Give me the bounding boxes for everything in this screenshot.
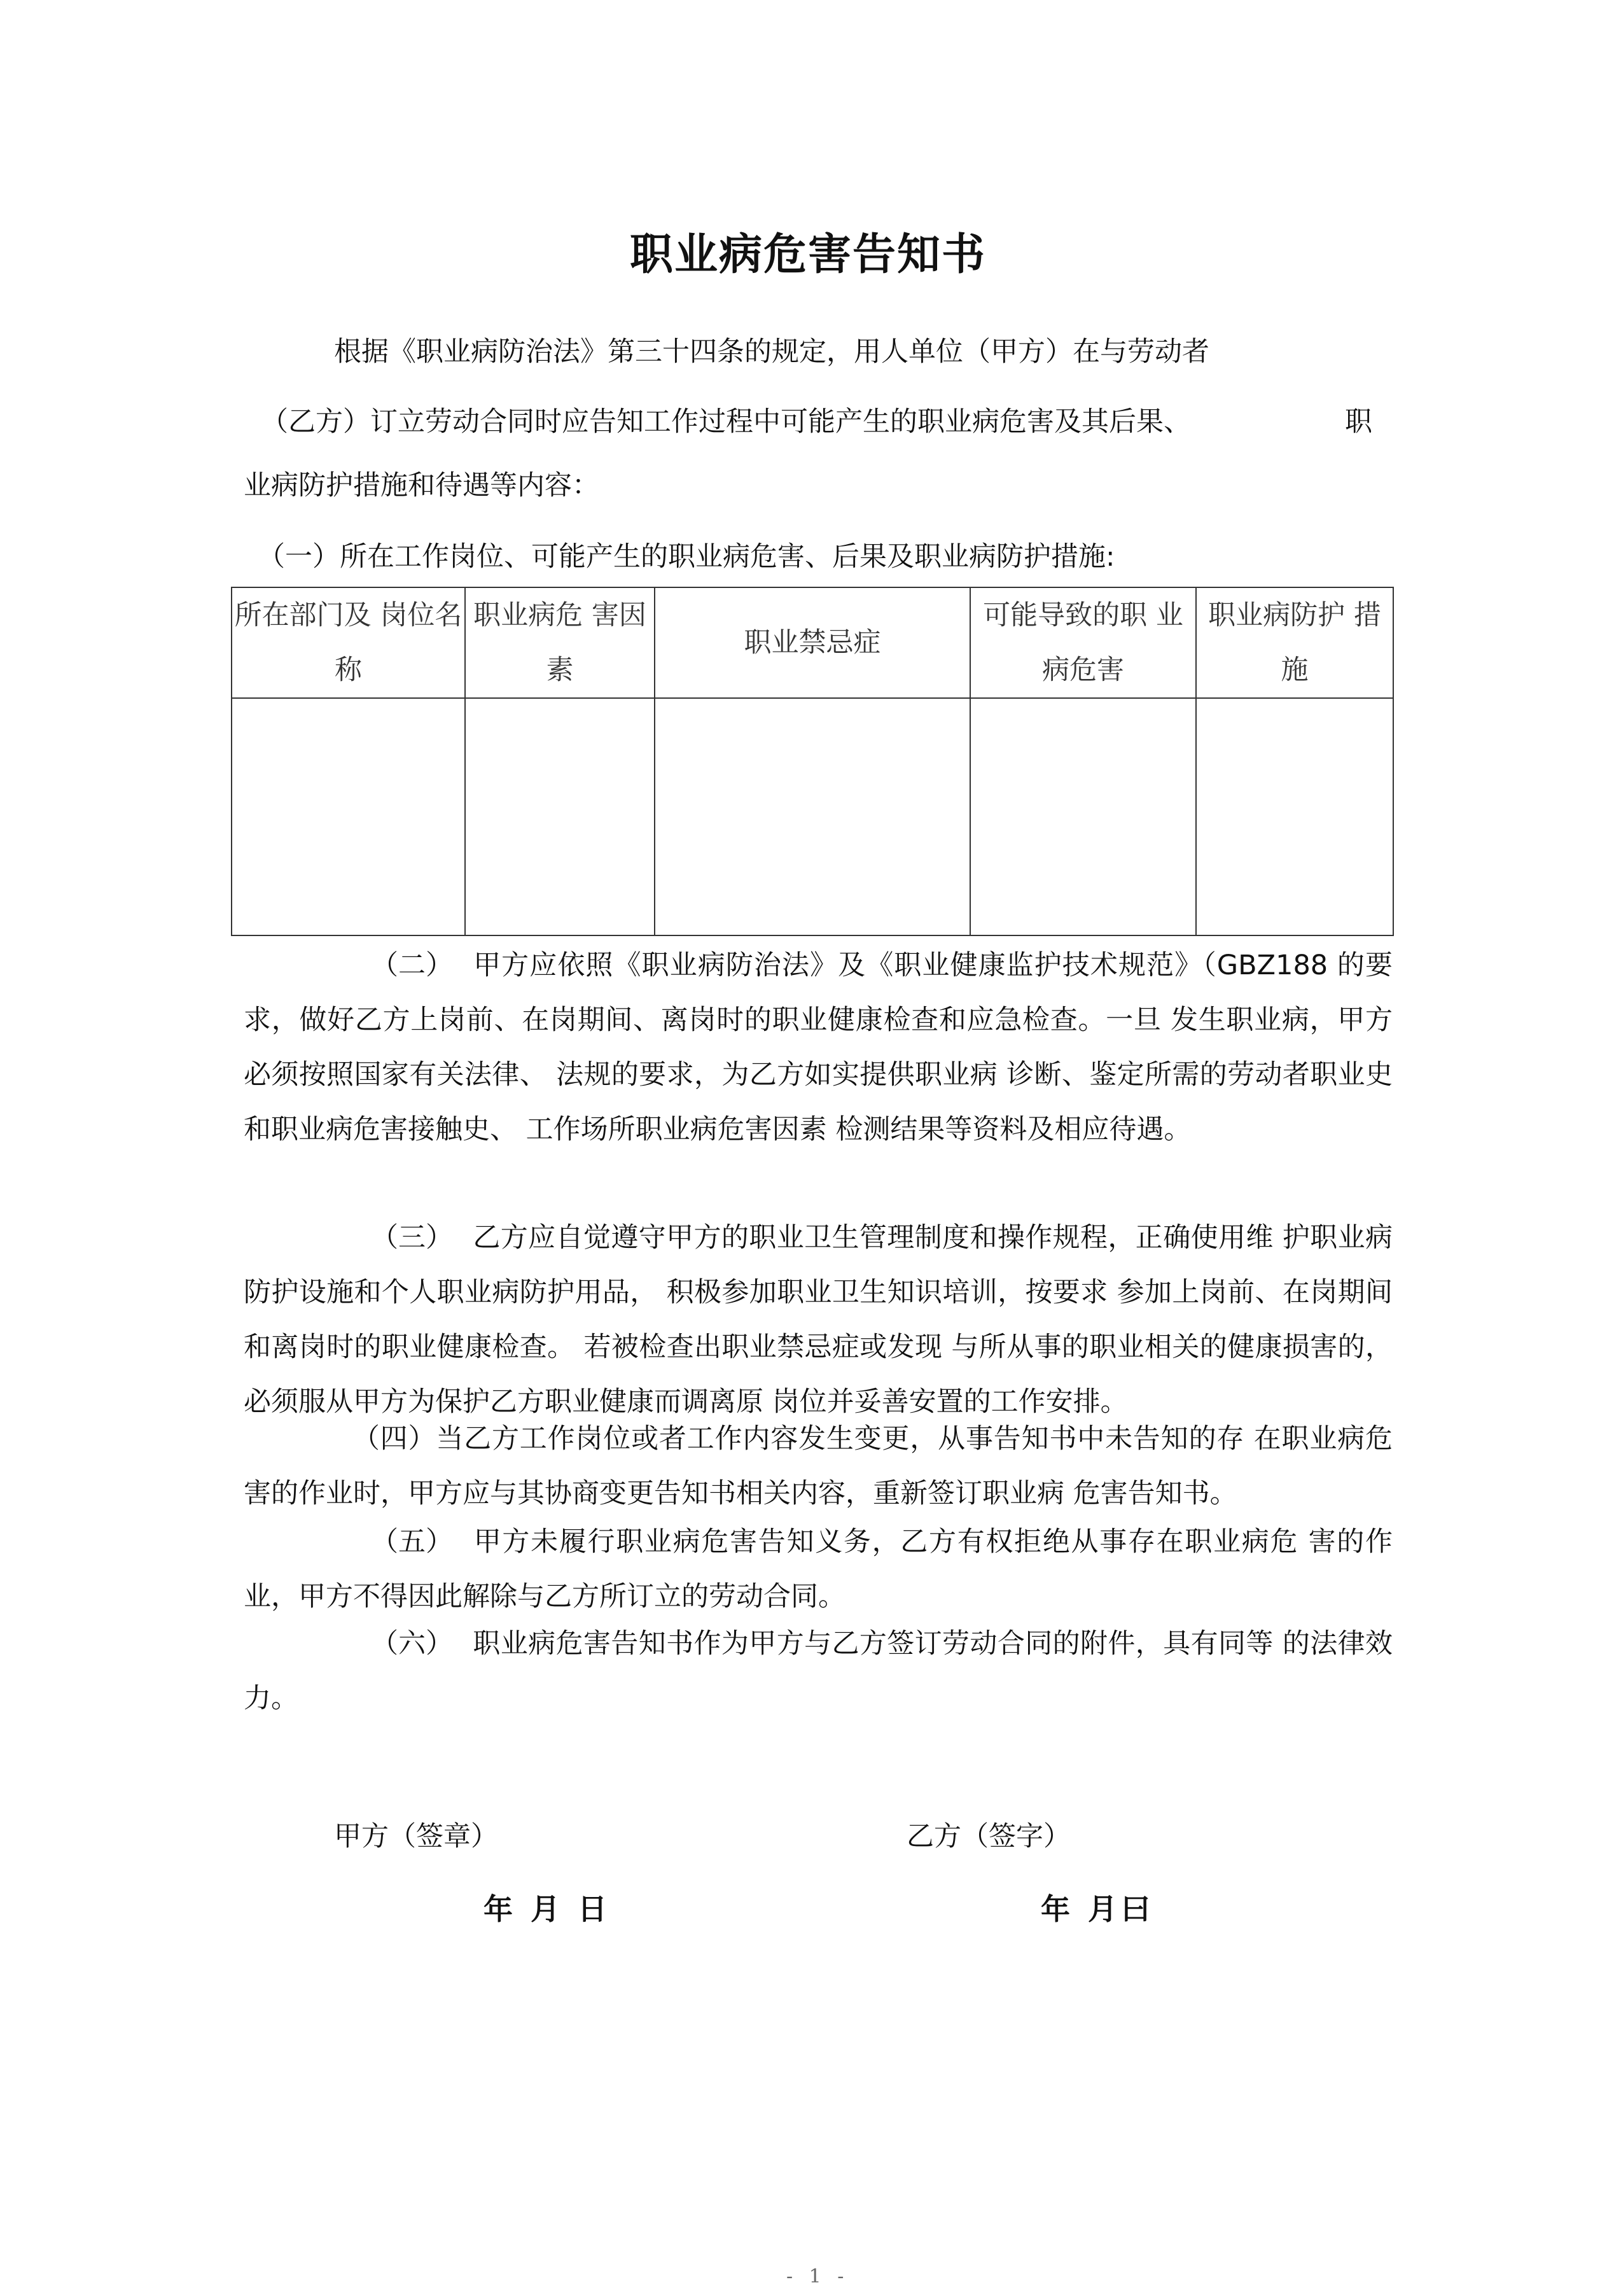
table-cell [465, 698, 655, 935]
clause-3 [244, 1210, 1393, 1429]
clause-6-text: 职业病危害告知书作为甲方与乙方签订劳动合同的附件，具有同等 的法律效力。 [244, 1628, 1393, 1714]
page-number: - 1 - [786, 2265, 849, 2288]
party-b-date: 年 月曰 [1041, 1892, 1155, 1926]
clause-5-text: 甲方未履行职业病危害告知义务，乙方有权拒绝从事存在职业病危 害的作业，甲方不得因此解除与乙方所订立的劳动合同。 [244, 1526, 1393, 1613]
clause-4-text: 当乙方工作岗位或者工作内容发生变更，从事告知书中未告知的存 在职业病危害的作业时，甲方应与其协商变更告知书相关内容，重新签订职业病 危害告知书。 [244, 1423, 1393, 1509]
party-a-date: 年 月 日 [484, 1892, 611, 1926]
document-title: 职业病危害告知书 [630, 230, 987, 280]
clause-3-text: 乙方应自觉遵守甲方的职业卫生管理制度和操作规程，正确使用维 护职业病防护设施和个人职业病防护用品， 积极参加职业卫生知识培训，按要求 参加上岗前、在岗期间和离岗时的职业健康检查。 若被检查出职业禁忌症或发现 与所从事的职业相关的健康损害的，必须服从甲方为保护乙方职业健康而调离原 岗位并妥善安置的工作安排。 [244, 1222, 1393, 1418]
table-cell [655, 698, 970, 935]
table-cell [970, 698, 1196, 935]
intro-line-2: （乙方）订立劳动合同时应告知工作过程中可能产生的职业病危害及其后果、 [261, 406, 1191, 438]
section-1-heading: （一）所在工作岗位、可能产生的职业病危害、后果及职业病防护措施: [258, 541, 1115, 573]
table-cell [1196, 698, 1393, 935]
clause-6 [244, 1616, 1393, 1726]
clause-5 [244, 1515, 1393, 1624]
table-cell [232, 698, 465, 935]
clause-4 [244, 1411, 1393, 1521]
table-header-protective-measures: 职业病防护 措施 [1196, 587, 1393, 698]
hazard-table [231, 587, 1393, 934]
intro-line-3: 业病防护措施和待遇等内容： [244, 470, 599, 501]
party-a-signature-label: 甲方（签章） [334, 1821, 498, 1852]
table-header-contraindication: 职业禁忌症 [655, 587, 970, 698]
table-header-possible-disease: 可能导致的职 业 病危害 [970, 587, 1196, 698]
table-header-department: 所在部门及 岗位名称 [232, 587, 465, 698]
clause-2-text: 甲方应依照《职业病防治法》及《职业健康监护技术规范》（GBZ188 的要求，做好乙方上岗前、在岗期间、离岗时的职业健康检查和应急检查。一旦 发生职业病，甲方必须按照国家有关法律、 法规的要求，为乙方如实提供职业病 诊断、鉴定所需的劳动者职业史和职业病危害接触史、 工作场所职业病危害因素 检测结果等资料及相应待遇。 [244, 949, 1393, 1145]
clause-2-number: （二） [371, 949, 453, 981]
party-b-signature-label: 乙方（签字） [907, 1821, 1071, 1852]
table-row [232, 698, 1393, 935]
clause-4-number: （四） [352, 1423, 436, 1455]
intro-line-1: 根据《职业病防治法》第三十四条的规定，用人单位（甲方）在与劳动者 [334, 336, 1209, 368]
clause-3-number: （三） [371, 1222, 453, 1254]
clause-6-number: （六） [371, 1628, 453, 1660]
clause-5-number: （五） [371, 1526, 453, 1558]
intro-line-2-end: 职 [1345, 406, 1372, 438]
clause-2 [244, 938, 1393, 1157]
table-header-hazard-factor: 职业病危 害因 素 [465, 587, 655, 698]
